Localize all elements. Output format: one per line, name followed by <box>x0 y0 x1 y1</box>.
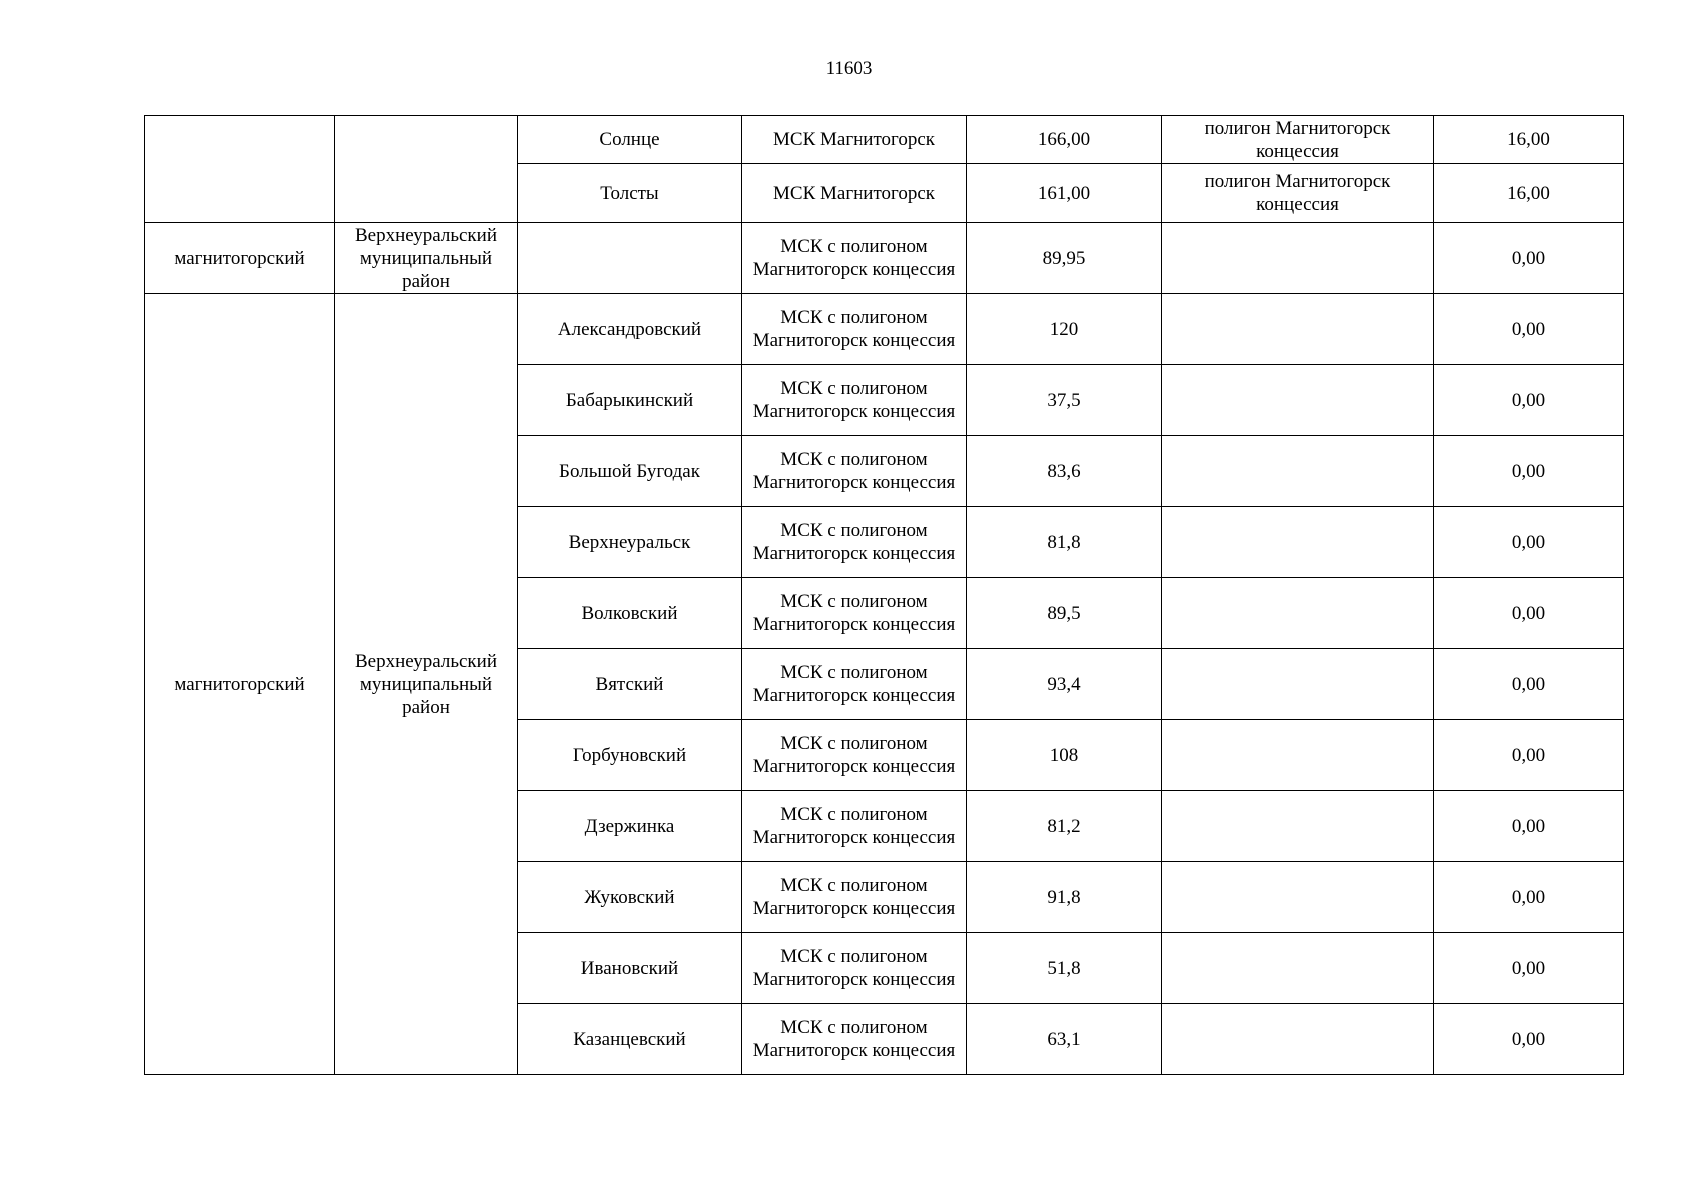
distance-cell: 93,4 <box>967 649 1162 720</box>
distance-cell: 81,2 <box>967 791 1162 862</box>
tariff-table <box>144 115 1624 1075</box>
route-cell: МСК с полигоном Магнитогорск концессия <box>742 649 967 720</box>
municipality-cell: Верхнеуральский муниципальный район <box>335 223 518 294</box>
distance-cell: 81,8 <box>967 507 1162 578</box>
route-cell: МСК с полигоном Магнитогорск концессия <box>742 365 967 436</box>
distance-cell: 91,8 <box>967 862 1162 933</box>
tariff-cell: 0,00 <box>1434 223 1624 294</box>
tariff-cell: 16,00 <box>1434 164 1624 223</box>
settlement-cell: Волковский <box>518 578 742 649</box>
distance-cell: 63,1 <box>967 1004 1162 1075</box>
settlement-cell <box>518 223 742 294</box>
settlement-cell: Солнце <box>518 116 742 164</box>
zone-cell: магнитогорский <box>145 294 335 1075</box>
distance-cell: 161,00 <box>967 164 1162 223</box>
route-cell: МСК с полигоном Магнитогорск концессия <box>742 1004 967 1075</box>
tariff-cell: 0,00 <box>1434 507 1624 578</box>
table-row <box>145 223 1624 294</box>
route-cell: МСК Магнитогорск <box>742 164 967 223</box>
settlement-cell: Верхнеуральск <box>518 507 742 578</box>
route-cell: МСК с полигоном Магнитогорск концессия <box>742 933 967 1004</box>
polygon-cell <box>1162 365 1434 436</box>
polygon-cell <box>1162 223 1434 294</box>
settlement-cell: Казанцевский <box>518 1004 742 1075</box>
municipality-cell-empty <box>335 116 518 223</box>
distance-cell: 89,5 <box>967 578 1162 649</box>
route-cell: МСК с полигоном Магнитогорск концессия <box>742 436 967 507</box>
polygon-cell <box>1162 862 1434 933</box>
route-cell: МСК с полигоном Магнитогорск концессия <box>742 578 967 649</box>
municipality-cell: Верхнеуральский муниципальный район <box>335 294 518 1075</box>
route-cell: МСК Магнитогорск <box>742 116 967 164</box>
route-cell: МСК с полигоном Магнитогорск концессия <box>742 791 967 862</box>
tariff-cell: 0,00 <box>1434 578 1624 649</box>
tariff-cell: 0,00 <box>1434 649 1624 720</box>
polygon-cell <box>1162 436 1434 507</box>
zone-cell-empty <box>145 116 335 223</box>
route-cell: МСК с полигоном Магнитогорск концессия <box>742 294 967 365</box>
settlement-cell: Вятский <box>518 649 742 720</box>
settlement-cell: Большой Бугодак <box>518 436 742 507</box>
distance-cell: 89,95 <box>967 223 1162 294</box>
tariff-cell: 0,00 <box>1434 862 1624 933</box>
settlement-cell: Толсты <box>518 164 742 223</box>
route-cell: МСК с полигоном Магнитогорск концессия <box>742 862 967 933</box>
polygon-cell: полигон Магнитогорск концессия <box>1162 116 1434 164</box>
tariff-cell: 0,00 <box>1434 720 1624 791</box>
settlement-cell: Александровский <box>518 294 742 365</box>
settlement-cell: Дзержинка <box>518 791 742 862</box>
polygon-cell <box>1162 649 1434 720</box>
distance-cell: 108 <box>967 720 1162 791</box>
distance-cell: 166,00 <box>967 116 1162 164</box>
table-row <box>145 294 1624 365</box>
route-cell: МСК с полигоном Магнитогорск концессия <box>742 720 967 791</box>
tariff-cell: 0,00 <box>1434 294 1624 365</box>
distance-cell: 83,6 <box>967 436 1162 507</box>
page-number: 11603 <box>825 58 873 79</box>
tariff-cell: 0,00 <box>1434 933 1624 1004</box>
polygon-cell <box>1162 507 1434 578</box>
table-row <box>145 116 1624 164</box>
tariff-cell: 0,00 <box>1434 365 1624 436</box>
settlement-cell: Жуковский <box>518 862 742 933</box>
distance-cell: 120 <box>967 294 1162 365</box>
polygon-cell: полигон Магнитогорск концессия <box>1162 164 1434 223</box>
polygon-cell <box>1162 791 1434 862</box>
polygon-cell <box>1162 720 1434 791</box>
zone-cell: магнитогорский <box>145 223 335 294</box>
settlement-cell: Бабарыкинский <box>518 365 742 436</box>
polygon-cell <box>1162 933 1434 1004</box>
tariff-cell: 0,00 <box>1434 436 1624 507</box>
settlement-cell: Ивановский <box>518 933 742 1004</box>
route-cell: МСК с полигоном Магнитогорск концессия <box>742 507 967 578</box>
tariff-cell: 0,00 <box>1434 791 1624 862</box>
polygon-cell <box>1162 578 1434 649</box>
tariff-cell: 16,00 <box>1434 116 1624 164</box>
distance-cell: 37,5 <box>967 365 1162 436</box>
distance-cell: 51,8 <box>967 933 1162 1004</box>
route-cell: МСК с полигоном Магнитогорск концессия <box>742 223 967 294</box>
tariff-cell: 0,00 <box>1434 1004 1624 1075</box>
polygon-cell <box>1162 294 1434 365</box>
polygon-cell <box>1162 1004 1434 1075</box>
settlement-cell: Горбуновский <box>518 720 742 791</box>
